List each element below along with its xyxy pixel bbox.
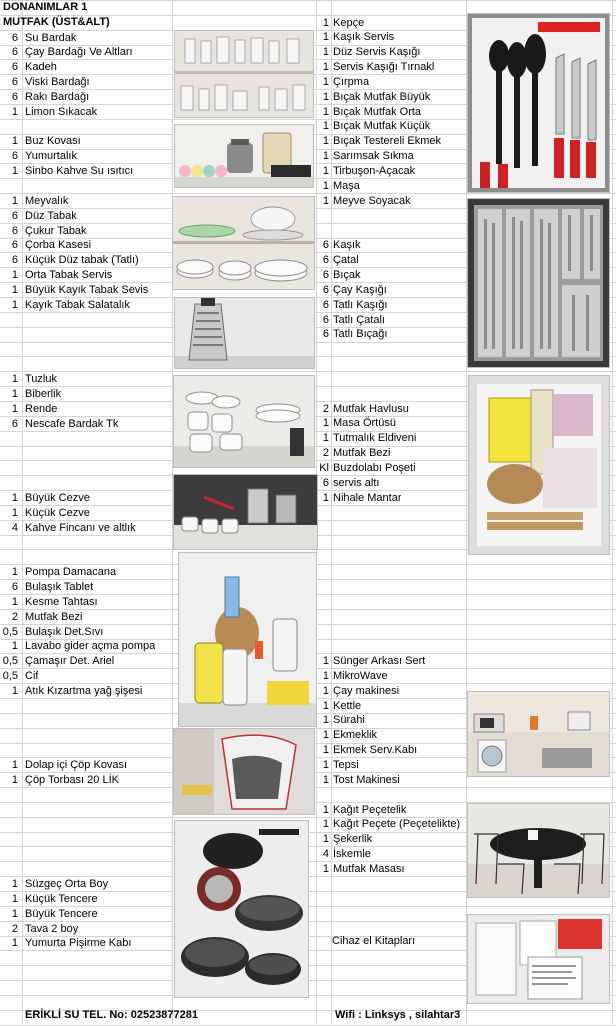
right-item-name: Şekerlik xyxy=(333,833,373,846)
left-item-name: Buz Kovası xyxy=(25,135,81,148)
left-item-name: Büyük Kayık Tabak Sevis xyxy=(25,283,149,296)
right-item-qty: 1 xyxy=(322,120,329,133)
page-title: DONANIMLAR 1 xyxy=(3,1,88,13)
left-item-qty: 0,5 xyxy=(2,625,18,638)
right-item-qty: 1 xyxy=(322,90,329,103)
cutlery-drawer-photo xyxy=(467,198,610,368)
right-item-qty: 1 xyxy=(322,655,329,668)
right-item-qty: 1 xyxy=(322,432,329,445)
right-item-name: Mutfak Bezi xyxy=(333,447,391,460)
left-item-name: Mutfak Bezi xyxy=(25,610,83,623)
kettle-coffee-machine-photo xyxy=(174,124,314,188)
left-item-name: Çöp Torbası 20 LİK xyxy=(25,774,119,786)
right-item-qty: 1 xyxy=(322,759,329,771)
grid-column-line xyxy=(22,0,23,1024)
right-item-name: Ekmeklik xyxy=(333,729,378,742)
left-item-qty: 6 xyxy=(11,254,18,267)
grid-row-line xyxy=(0,371,616,372)
right-item-qty: 4 xyxy=(322,848,329,861)
right-item-qty: 6 xyxy=(322,239,329,252)
left-item-qty: 1 xyxy=(11,373,18,386)
right-item-name: Kağıt Peçete (Peçetelikte) xyxy=(333,818,461,831)
right-item-qty: 1 xyxy=(322,684,329,697)
right-item-qty: 1 xyxy=(322,61,329,74)
right-item-name: servis altı xyxy=(333,476,380,489)
left-item-name: Küçük Cezve xyxy=(25,506,90,519)
footer-wifi: Wifi : Linksys , silahtar3 xyxy=(335,1009,461,1021)
left-item-name: Büyük Tencere xyxy=(25,907,98,920)
right-item-name: Buzdolabı Poşeti xyxy=(333,462,416,474)
right-item-name: Bıçak Testereli Ekmek xyxy=(333,135,442,148)
right-item-name: Kepçe xyxy=(333,16,365,29)
right-item-name: Tutmalık Eldiveni xyxy=(333,432,417,445)
left-item-qty: 6 xyxy=(11,224,18,237)
left-item-name: Dolap içi Çöp Kovası xyxy=(25,759,128,772)
glassware-cabinet-photo xyxy=(174,30,314,118)
left-item-name: Düz Tabak xyxy=(25,209,77,222)
left-item-name: Yumurtalık xyxy=(25,150,77,163)
left-item-qty: 1 xyxy=(11,269,18,282)
right-item-name: Bıçak xyxy=(333,268,361,281)
grid-column-line xyxy=(612,0,613,1024)
right-item-qty: 1 xyxy=(322,165,329,177)
right-item-qty: 1 xyxy=(322,417,329,430)
left-item-qty: 4 xyxy=(11,521,18,534)
right-item-qty: 1 xyxy=(322,803,329,816)
right-item-qty: 6 xyxy=(322,254,329,267)
left-item-name: Çukur Tabak xyxy=(25,224,87,237)
pots-pans-photo xyxy=(174,820,309,998)
left-item-qty: 1 xyxy=(11,283,18,296)
right-item-qty: 6 xyxy=(322,298,329,311)
grid-row-line xyxy=(0,193,616,194)
right-item-name: Kettle xyxy=(333,699,362,712)
left-item-qty: 1 xyxy=(11,684,18,697)
left-item-name: Bulaşık Det.Sıvı xyxy=(25,625,104,638)
left-item-name: Lavabo gider açma pompa xyxy=(25,640,156,653)
left-item-qty: 1 xyxy=(11,387,18,400)
right-item-name: Nihale Mantar xyxy=(333,491,402,504)
right-item-name: Servis Kaşığı Tırnakl xyxy=(333,61,435,74)
left-item-qty: 1 xyxy=(11,595,18,608)
right-item-name: Tost Makinesi xyxy=(333,773,400,786)
right-item-name: Çay makinesi xyxy=(333,684,400,697)
right-item-qty: 1 xyxy=(322,773,329,786)
left-item-qty: 6 xyxy=(11,76,18,89)
left-item-name: Viski Bardağı xyxy=(25,76,90,89)
dining-table-photo xyxy=(467,803,610,898)
right-item-qty: 1 xyxy=(322,714,329,727)
right-item-qty: 1 xyxy=(322,105,329,118)
left-item-name: Küçük Düz tabak (Tatlı) xyxy=(25,254,139,267)
left-item-qty: 0,5 xyxy=(2,670,18,683)
left-item-name: Kadeh xyxy=(25,61,57,74)
right-item-qty: 1 xyxy=(322,729,329,742)
right-item-qty: 1 xyxy=(322,699,329,712)
grid-column-line xyxy=(331,0,332,1024)
left-item-qty: 1 xyxy=(11,165,18,178)
right-item-name: İskemle xyxy=(333,848,371,861)
left-item-name: Tava 2 boy xyxy=(25,922,79,935)
cups-shelf-photo xyxy=(173,375,315,468)
right-item-name: Sarımsak Sıkma xyxy=(333,150,414,163)
right-item-qty: 1 xyxy=(322,179,329,192)
left-item-qty: 1 xyxy=(11,774,18,786)
left-item-name: Su Bardak xyxy=(25,31,77,44)
right-item-qty: 1 xyxy=(322,744,329,757)
left-item-qty: 1 xyxy=(11,907,18,920)
right-item-name: Mutfak Masası xyxy=(333,862,405,875)
left-item-name: Sinbo Kahve Su ısıtıcı xyxy=(25,165,134,178)
grater-cabinet-photo xyxy=(174,297,315,369)
right-item-name: Bıçak Mutfak Büyük xyxy=(333,90,431,103)
right-item-name: Kaşık xyxy=(333,239,361,252)
left-item-qty: 6 xyxy=(11,46,18,59)
right-item-qty: 1 xyxy=(322,16,329,29)
left-item-qty: 0,5 xyxy=(2,655,18,668)
right-item-name: MikroWave xyxy=(333,669,388,682)
left-item-qty: 1 xyxy=(11,194,18,207)
left-item-qty: 6 xyxy=(11,31,18,44)
kitchen-counter-photo xyxy=(467,691,610,777)
right-item-qty: 2 xyxy=(322,402,329,415)
left-item-qty: 6 xyxy=(11,239,18,252)
right-item-qty: 6 xyxy=(322,283,329,296)
right-item-qty: 1 xyxy=(322,862,329,875)
right-item-name: Düz Servis Kaşığı xyxy=(333,46,421,59)
cleaning-supplies-photo xyxy=(178,552,317,727)
left-item-name: Büyük Cezve xyxy=(25,491,90,504)
utensils-drawer-photo xyxy=(467,13,610,193)
left-item-name: Rakı Bardağı xyxy=(25,90,90,103)
left-item-qty: 2 xyxy=(11,922,18,935)
left-item-name: Küçük Tencere xyxy=(25,892,98,905)
left-item-name: Tuzluk xyxy=(25,373,57,386)
plates-cabinet-photo xyxy=(172,196,315,290)
left-item-name: Rende xyxy=(25,402,58,415)
right-item-qty: 1 xyxy=(322,135,329,148)
right-item-name: Kaşık Servis xyxy=(333,31,395,44)
right-item-qty: 1 xyxy=(322,818,329,831)
right-item-name: Tatlı Kaşığı xyxy=(333,298,388,311)
left-item-qty: 1 xyxy=(11,491,18,504)
right-item-name: Kağıt Peçetelik xyxy=(333,803,407,816)
left-item-qty: 1 xyxy=(11,135,18,148)
left-item-qty: 1 xyxy=(11,566,18,579)
right-item-name: Masa Örtüsü xyxy=(333,417,396,430)
manuals-label: Cihaz el Kitapları xyxy=(332,935,416,947)
left-item-name: Orta Tabak Servis xyxy=(25,269,113,282)
right-item-name: Bıçak Mutfak Orta xyxy=(333,105,422,118)
trash-bin-photo xyxy=(173,728,315,815)
left-item-qty: 6 xyxy=(11,580,18,593)
right-item-qty: 6 xyxy=(322,328,329,341)
left-item-qty: 1 xyxy=(11,937,18,950)
right-item-name: Ekmek Serv.Kabı xyxy=(333,744,418,757)
right-item-name: Çay Kaşığı xyxy=(333,283,387,296)
right-item-name: Tatlı Çatalı xyxy=(333,313,385,326)
right-item-qty: 1 xyxy=(322,75,329,88)
right-item-qty: 1 xyxy=(322,491,329,504)
left-item-name: Kayık Tabak Salatalık xyxy=(25,298,130,311)
left-item-qty: 6 xyxy=(11,150,18,163)
left-item-name: Yumurta Pişirme Kabı xyxy=(25,937,132,950)
left-item-qty: 1 xyxy=(11,298,18,311)
right-item-name: Tatlı Bıçağı xyxy=(333,328,388,341)
right-item-qty: 1 xyxy=(322,46,329,59)
right-item-name: Sünger Arkası Sert xyxy=(333,655,426,668)
right-item-name: Maşa xyxy=(333,179,360,192)
left-item-qty: 6 xyxy=(11,417,18,430)
right-item-name: Meyve Soyacak xyxy=(333,194,411,207)
right-item-name: Tirbuşon-Açacak xyxy=(333,165,416,177)
right-item-qty: 1 xyxy=(322,669,329,682)
left-item-name: Çamaşır Det. Ariel xyxy=(25,655,115,668)
coffee-pots-photo xyxy=(173,474,318,550)
left-item-qty: 6 xyxy=(11,209,18,222)
towels-drawer-photo xyxy=(468,375,610,555)
left-item-name: Meyvalık xyxy=(25,194,69,207)
left-item-name: Limon Sıkacak xyxy=(25,105,98,118)
left-item-qty: 1 xyxy=(11,877,18,890)
left-item-qty: 2 xyxy=(11,610,18,623)
left-item-name: Pompa Damacana xyxy=(25,566,117,579)
right-item-name: Çırpma xyxy=(333,75,370,88)
left-item-qty: 1 xyxy=(11,402,18,415)
section-title: MUTFAK (ÜST&ALT) xyxy=(3,16,110,28)
footer-water-phone: ERİKLİ SU TEL. No: 02523877281 xyxy=(25,1009,199,1021)
right-item-qty: 6 xyxy=(322,313,329,326)
left-item-qty: 6 xyxy=(11,90,18,103)
left-item-qty: 1 xyxy=(11,640,18,653)
right-item-qty: 6 xyxy=(322,476,329,489)
manuals-photo xyxy=(467,914,610,1004)
right-item-qty: 1 xyxy=(322,150,329,163)
right-item-name: Bıçak Mutfak Küçük xyxy=(333,120,431,133)
right-item-qty: Kl xyxy=(319,462,329,474)
right-item-qty: 6 xyxy=(322,268,329,281)
left-item-qty: 1 xyxy=(11,506,18,519)
right-item-name: Sürahi xyxy=(333,714,365,727)
right-item-name: Mutfak Havlusu xyxy=(333,402,409,415)
left-item-qty: 6 xyxy=(11,61,18,74)
grid-row-line xyxy=(0,0,616,1)
right-item-qty: 2 xyxy=(322,447,329,460)
left-item-name: Çay Bardağı Ve Altları xyxy=(25,46,133,59)
left-item-name: Biberlik xyxy=(25,387,62,400)
left-item-name: Çorba Kasesi xyxy=(25,239,92,252)
right-item-qty: 1 xyxy=(322,31,329,44)
right-item-qty: 1 xyxy=(322,194,329,207)
left-item-name: Süzgeç Orta Boy xyxy=(25,877,109,890)
left-item-qty: 1 xyxy=(11,105,18,118)
left-item-name: Bulaşık Tablet xyxy=(25,580,94,593)
left-item-name: Nescafe Bardak Tk xyxy=(25,417,119,430)
right-item-name: Çatal xyxy=(333,254,359,267)
left-item-name: Kahve Fincanı ve altlık xyxy=(25,521,136,534)
right-item-qty: 1 xyxy=(322,833,329,846)
left-item-name: Kesme Tahtası xyxy=(25,595,98,608)
right-item-name: Tepsi xyxy=(333,759,359,771)
left-item-name: Cif xyxy=(25,670,39,683)
left-item-qty: 1 xyxy=(11,759,18,772)
left-item-name: Atık Kızartma yağ şişesi xyxy=(25,684,143,697)
left-item-qty: 1 xyxy=(11,892,18,905)
grid-row-line xyxy=(0,1025,616,1026)
